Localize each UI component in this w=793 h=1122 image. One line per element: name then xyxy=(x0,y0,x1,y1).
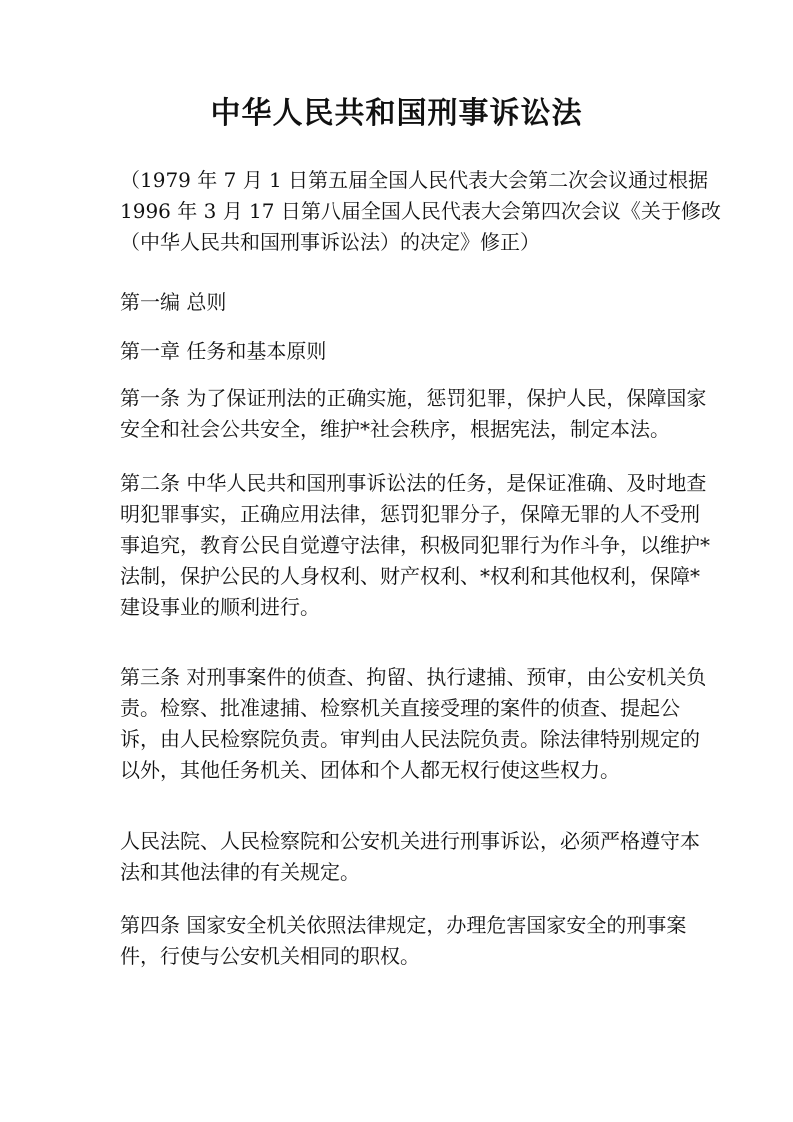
article-line: 第三条 对刑事案件的侦查、拘留、执行逮捕、预审，由公安机关负 xyxy=(120,665,707,689)
preamble-line: 1996 年 3 月 17 日第八届全国人民代表大会第四次会议《关于修改 xyxy=(120,199,721,223)
article-line: 件，行使与公安机关相同的职权。 xyxy=(120,944,420,968)
part-heading xyxy=(120,287,680,318)
article-line: 法制，保护公民的人身权利、财产权利、*权利和其他权利，保障* xyxy=(120,564,700,588)
article-2 xyxy=(120,468,710,623)
article-line: 明犯罪事实，正确应用法律，惩罚犯罪分子，保障无罪的人不受刑 xyxy=(120,502,700,526)
article-4 xyxy=(120,910,687,972)
article-line: 事追究，教育公民自觉遵守法律，积极同犯罪行为作斗争，以维护* xyxy=(120,533,710,557)
preamble xyxy=(120,165,721,258)
chapter-heading-text: 第一章 任务和基本原则 xyxy=(120,339,327,363)
article-line: 第一条 为了保证刑法的正确实施，惩罚犯罪，保护人民，保障国家 xyxy=(120,386,707,410)
article-1 xyxy=(120,383,707,445)
chapter-heading xyxy=(120,336,680,367)
part-heading-text: 第一编 总则 xyxy=(120,290,227,314)
article-line: 安全和社会公共安全，维护*社会秩序，根据宪法，制定本法。 xyxy=(120,417,670,441)
article-line: 责。检察、批准逮捕、检察机关直接受理的案件的侦查、提起公 xyxy=(120,696,680,720)
document-title: 中华人民共和国刑事诉讼法 xyxy=(210,96,583,131)
preamble-line: （中华人民共和国刑事诉讼法）的决定》修正） xyxy=(120,230,540,254)
article-3-paragraph-2 xyxy=(120,826,700,888)
article-line: 诉，由人民检察院负责。审判由人民法院负责。除法律特别规定的 xyxy=(120,727,700,751)
article-3 xyxy=(120,662,707,786)
article-line: 法和其他法律的有关规定。 xyxy=(120,860,360,884)
article-line: 以外，其他任务机关、团体和个人都无权行使这些权力。 xyxy=(120,758,620,782)
article-line: 第二条 中华人民共和国刑事诉讼法的任务，是保证准确、及时地查 xyxy=(120,471,707,495)
preamble-line: （1979 年 7 月 1 日第五届全国人民代表大会第二次会议通过根据 xyxy=(120,168,709,192)
article-line: 人民法院、人民检察院和公安机关进行刑事诉讼，必须严格遵守本 xyxy=(120,829,700,853)
article-line: 第四条 国家安全机关依照法律规定，办理危害国家安全的刑事案 xyxy=(120,913,687,937)
article-line: 建设事业的顺利进行。 xyxy=(120,595,320,619)
